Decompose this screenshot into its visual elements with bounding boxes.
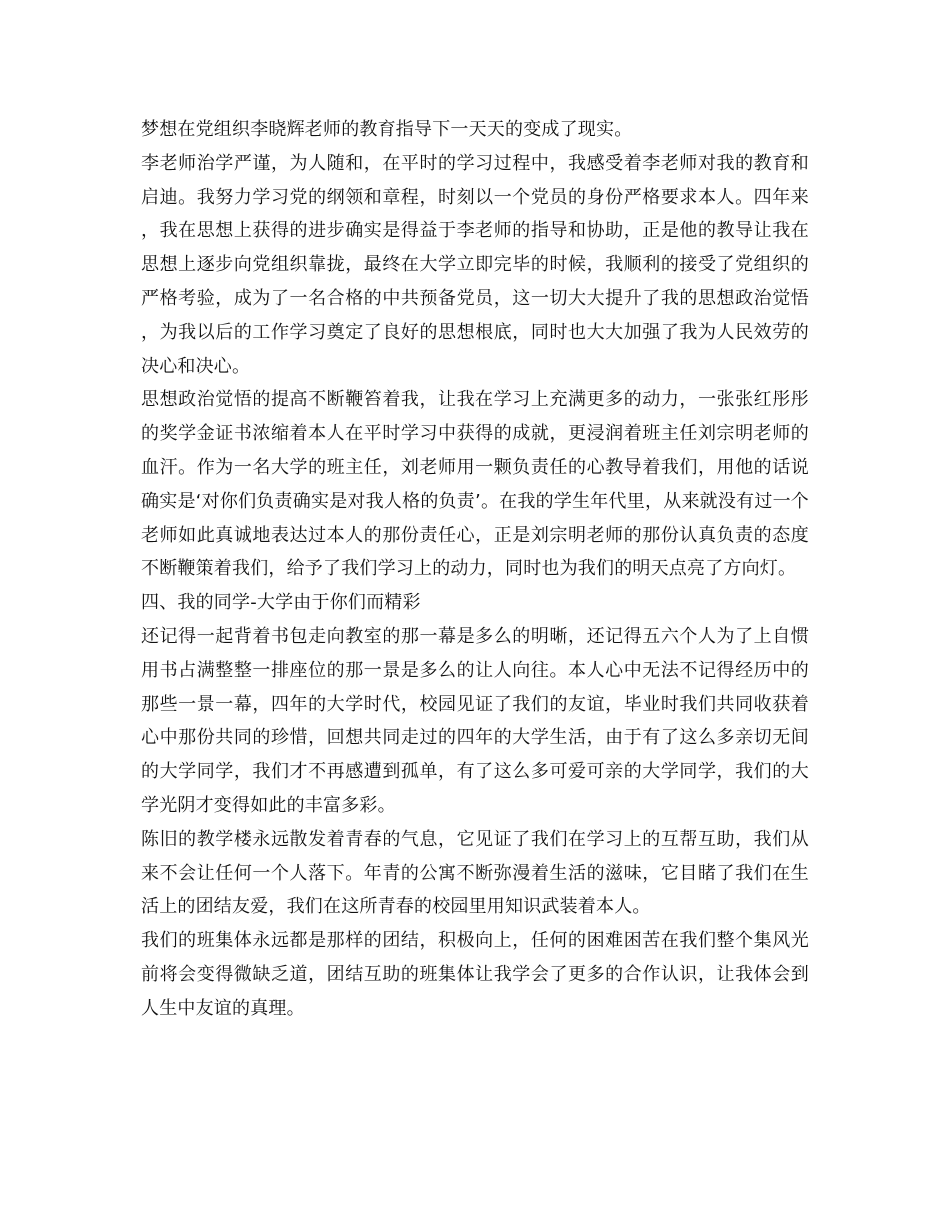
paragraph-teacher-li: 李老师治学严谨，为人随和，在平时的学习过程中，我感受着李老师对我的教育和启迪。我努力学习党的纲领和章程，时刻以一个党员的身份严格要求本人。四年来，我在思想上获得的进步确实是得益于李老师的指导和协助，正是他的教导让我在思想上逐步向党组织靠拢，最终在大学立即完毕的时候，我顺利的接受了党组织的严格考验，成为了一名合格的中共预备党员，这一切大大提升了我的思想政治觉悟，为我以后的工作学习奠定了良好的思想根底，同时也大大加强了我为人民效劳的决心和决心。 bbox=[141, 152, 809, 377]
paragraph-class-collective: 我们的班集体永远都是那样的团结，积极向上，任何的困难困苦在我们整个集风光前将会变得微缺乏道，团结互助的班集体让我学会了更多的合作认识，让我体会到人生中友谊的真理。 bbox=[141, 930, 809, 1019]
section-heading-classmates: 四、我的同学-大学由于你们而精彩 bbox=[141, 592, 421, 614]
paragraph-dream: 梦想在党组织李晓辉老师的教育指导下一天天的变成了现实。 bbox=[141, 119, 633, 140]
paragraph-campus: 陈旧的教学楼永远散发着青春的气息，它见证了我们在学习上的互帮互助，我们从来不会让任何一个人落下。年青的公寓不断弥漫着生活的滋味，它目睹了我们在生活上的团结友爱，我们在这所青春的校园里用知识武装着本人。 bbox=[141, 828, 809, 918]
paragraph-teacher-liu: 思想政治觉悟的提高不断鞭笞着我，让我在学习上充满更多的动力，一张张红彤彤的奖学金证书浓缩着本人在平时学习中获得的成就，更浸润着班主任刘宗明老师的血汗。作为一名大学的班主任，刘老师用一颗负责任的心教导着我们，用他的话说确实是‘对你们负责确实是对我人格的负责’。在我的学生年代里，从来就没有过一个老师如此真诚地表达过本人的那份责任心，正是刘宗明老师的那份认真负责的态度不断鞭策着我们，给予了我们学习上的动力，同时也为我们的明天点亮了方向灯。 bbox=[141, 389, 809, 580]
paragraph-memories: 还记得一起背着书包走向教室的那一幕是多么的明晰，还记得五六个人为了上自惯用书占满整整一排座位的那一景是多么的让人向往。本人心中无法不记得经历中的那些一景一幕，四年的大学时代，校园见证了我们的友谊，毕业时我们共同收获着心中那份共同的珍惜，回想共同走过的四年的大学生活，由于有了这么多亲切无间的大学同学，我们才不再感遭到孤单，有了这么多可爱可亲的大学同学，我们的大学光阴才变得如此的丰富多彩。 bbox=[141, 625, 809, 816]
document-body bbox=[141, 113, 809, 1026]
